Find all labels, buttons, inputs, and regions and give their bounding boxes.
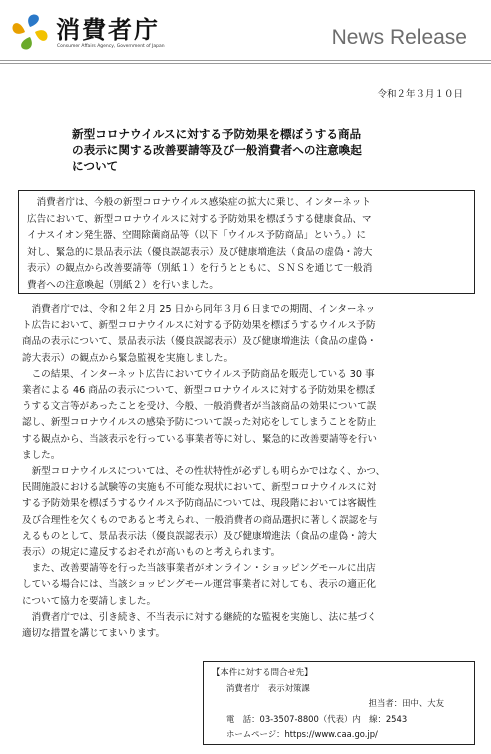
body-line: 民間施設における試験等の実施も不可能な現状において、新型コロナウイルスに対: [22, 482, 377, 494]
body-paragraph: [22, 610, 480, 642]
body-line: 誇大表示）の観点から緊急監視を実施しました。: [22, 352, 234, 364]
summary-line: イナスイオン発生器、空間除菌商品等（以下「ウイルス予防商品」という。）に: [27, 230, 367, 241]
body-line: 認し、新型コロナウイルスの感染予防について誤った対応をしてしまうことを防止: [22, 417, 377, 429]
body-line: 及び合理性を欠くものであると考えられ、一般消費者の商品選択に著しく誤認を与: [22, 514, 378, 526]
body-paragraph: [22, 302, 480, 367]
logo-petal-bottom: [21, 37, 32, 50]
summary-line: 対し、緊急的に景品表示法（優良誤認表示）及び健康増進法（食品の虚偽・誇大: [27, 246, 373, 258]
body-line: ました。: [22, 449, 61, 461]
body-line: 消費者庁では、令和２年２月 25 日から同年３月６日までの期間、インターネッ: [22, 304, 376, 315]
contact-box: [203, 661, 475, 745]
release-date: 令和２年３月１０日: [377, 89, 463, 100]
body-line: 新型コロナウイルスについては、その性状特性が必ずしも明らかではなく、かつ、: [22, 466, 386, 478]
document-title: [72, 126, 452, 174]
contact-heading: 【本件に対する問合せ先】: [212, 667, 313, 677]
summary-line: 費者への注意喚起（別紙２）を行いました。: [27, 279, 219, 291]
body-line: また、改善要請等を行った当該事業者がオンライン・ショッピングモールに出店: [22, 563, 376, 575]
contact-homepage: ホームページ：https://www.caa.go.jp/: [226, 729, 378, 739]
title-line: 新型コロナウイルスに対する予防効果を標ぼうする商品: [72, 127, 362, 141]
summary-line: 表示）の観点から改善要請等（別紙１）を行うとともに、ＳＮＳを通じて一般消: [27, 263, 373, 274]
body-line: 商品の表示について、景品表示法（優良誤認表示）及び健康増進法（食品の虚偽・: [22, 336, 377, 348]
page-header: [0, 0, 491, 62]
body-line: ト広告において、新型コロナウイルスに対する予防効果を標ぼうするウイルス予防: [22, 320, 376, 332]
body-line: する予防効果を標ぼうするウイルス予防商品については、現段階においては客観性: [22, 498, 377, 510]
agency-name: 消費者庁: [56, 16, 160, 44]
body-text: [22, 302, 480, 642]
contact-phone: 電 話：03-3507-8800（代表）内 線：2543: [226, 713, 408, 724]
body-paragraph: [22, 561, 480, 610]
title-line: について: [72, 159, 119, 173]
contact-staff: 担当者：田中、大友: [368, 698, 444, 708]
body-line: 表示）の規定に違反するおそれが高いものと考えられます。: [22, 547, 281, 559]
logo-petal-left: [12, 23, 25, 34]
header-rule-top: [0, 60, 491, 61]
body-line: この結果、インターネット広告においてウイルス予防商品を販売している 30 事: [22, 368, 375, 380]
body-line: 消費者庁では、引き続き、不当表示に対する継続的な監視を実施し、法に基づく: [22, 611, 377, 623]
agency-logo-icon: [8, 10, 52, 54]
summary-line: 広告において、新型コロナウイルスに対する予防効果を標ぼうする健康食品、マ: [27, 213, 372, 225]
body-line: する観点から、当該表示を行っている事業者等に対し、緊急的に改善要請等を行い: [22, 433, 377, 445]
header-rule-bottom: [0, 63, 491, 64]
body-line: について協力を要請しました。: [22, 595, 157, 607]
news-release-label: News Release: [331, 26, 467, 49]
summary-line: 消費者庁は、今般の新型コロナウイルス感染症の拡大に乗じ、インターネット: [27, 197, 371, 208]
agency-name-english: Consumer Affairs Agency, Government of Japan: [57, 44, 165, 49]
body-line: 適切な措置を講じてまいります。: [22, 628, 166, 640]
body-line: している場合には、当該ショッピングモール運営事業者に対しても、表示の適正化: [22, 579, 377, 591]
body-paragraph: [22, 464, 480, 561]
summary-box: [18, 190, 475, 294]
title-line: の表示に関する改善要請等及び一般消費者への注意喚起: [72, 143, 362, 157]
body-line: うする文言等があったことを受け、今般、一般消費者が当該商品の効果について誤: [22, 401, 377, 413]
body-line: えるものとして、景品表示法（優良誤認表示）及び健康増進法（食品の虚偽・誇大: [22, 530, 377, 542]
logo-petal-top: [28, 14, 39, 27]
body-line: 業者による 46 商品の表示について、新型コロナウイルスに対する予防効果を標ぼ: [22, 385, 376, 397]
body-paragraph: [22, 367, 480, 464]
logo-petal-right: [35, 30, 48, 41]
contact-department: 消費者庁 表示対策課: [226, 682, 310, 693]
